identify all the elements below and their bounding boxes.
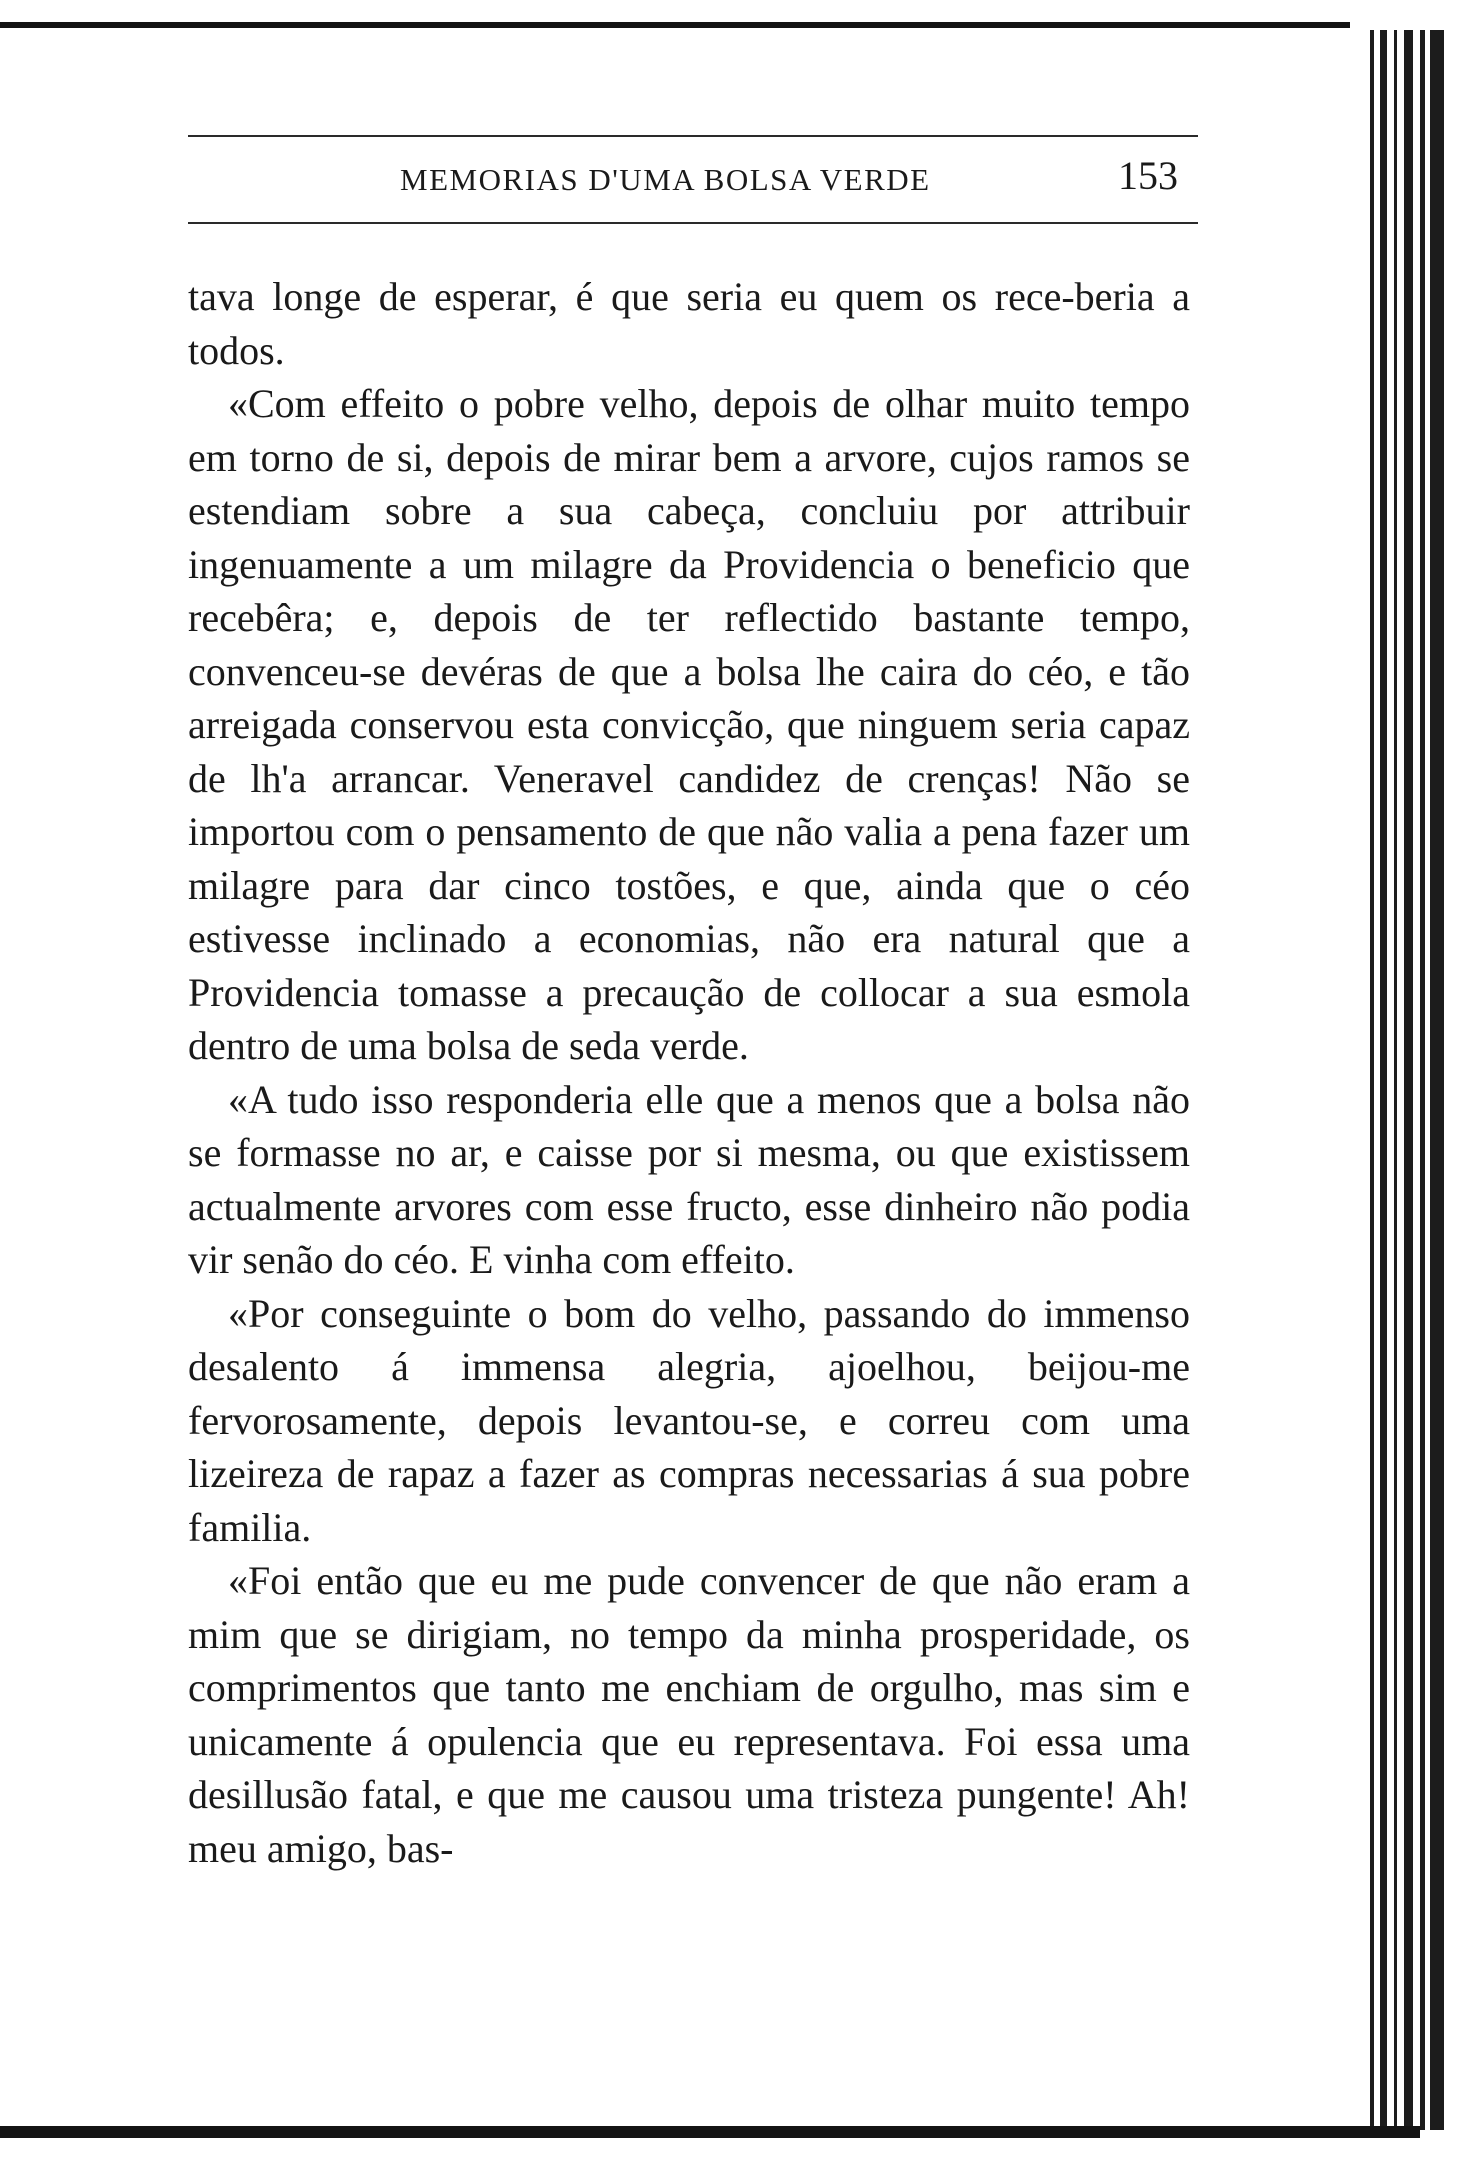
header-rule-top [188, 135, 1198, 137]
paragraph: «A tudo isso responderia elle que a menos que a bolsa não se formasse no ar, e caisse por si mesma, ou que existissem actualmente arvores com esse fructo, esse dinheiro não podia vir senão do céo. E vinha com effeito. [188, 1076, 1190, 1282]
book-binding-edge [1368, 30, 1448, 2130]
paragraph: «Foi então que eu me pude convencer de que não eram a mim que se dirigiam, no tempo da minha prosperidade, os comprimentos que tanto me enchiam de orgulho, mas sim e unicamente á opulencia que eu representava. Foi essa uma desillusão fatal, e que me causou uma tristeza pungente! Ah! meu amigo, bas- [188, 1558, 1190, 1871]
page-number: 153 [1118, 153, 1178, 198]
page-top-edge [0, 22, 1350, 28]
page-bottom-edge [0, 2126, 1420, 2138]
paragraph: «Com effeito o pobre velho, depois de olhar muito tempo em torno de si, depois de mirar bem a arvore, cujos ramos se estendiam sobre a sua cabeça, concluiu por attribuir ingenuamente a um milagre da Providencia o beneficio que recebêra; e, depois de ter reflectido bastante tempo, convenceu-se devéras de que a bolsa lhe caira do céo, e tão arreigada conservou esta convicção, que ninguem seria capaz de lh'a arrancar. Veneravel candidez de crenças! Não se importou com o pensamento de que não valia a pena fazer um milagre para dar cinco tostões, e que, ainda que o céo estivesse inclinado a economias, não era natural que a Providencia tomasse a precaução de collocar a sua esmola dentro de uma bolsa de seda verde. [188, 381, 1190, 1068]
paragraph: «Por conseguinte o bom do velho, passando do immenso desalento á immensa alegria, ajoelhou, beijou-me fervorosamente, depois levantou-se, e correu com uma lizeireza de rapaz a fazer as compras necessarias á sua pobre familia. [188, 1290, 1190, 1550]
paragraph-continuation: tava longe de esperar, é que seria eu quem os rece-beria a todos. [188, 274, 1190, 373]
running-title: MEMORIAS D'UMA BOLSA VERDE [400, 162, 931, 197]
header-rule-bottom [188, 222, 1198, 224]
body-text [188, 270, 1190, 1875]
